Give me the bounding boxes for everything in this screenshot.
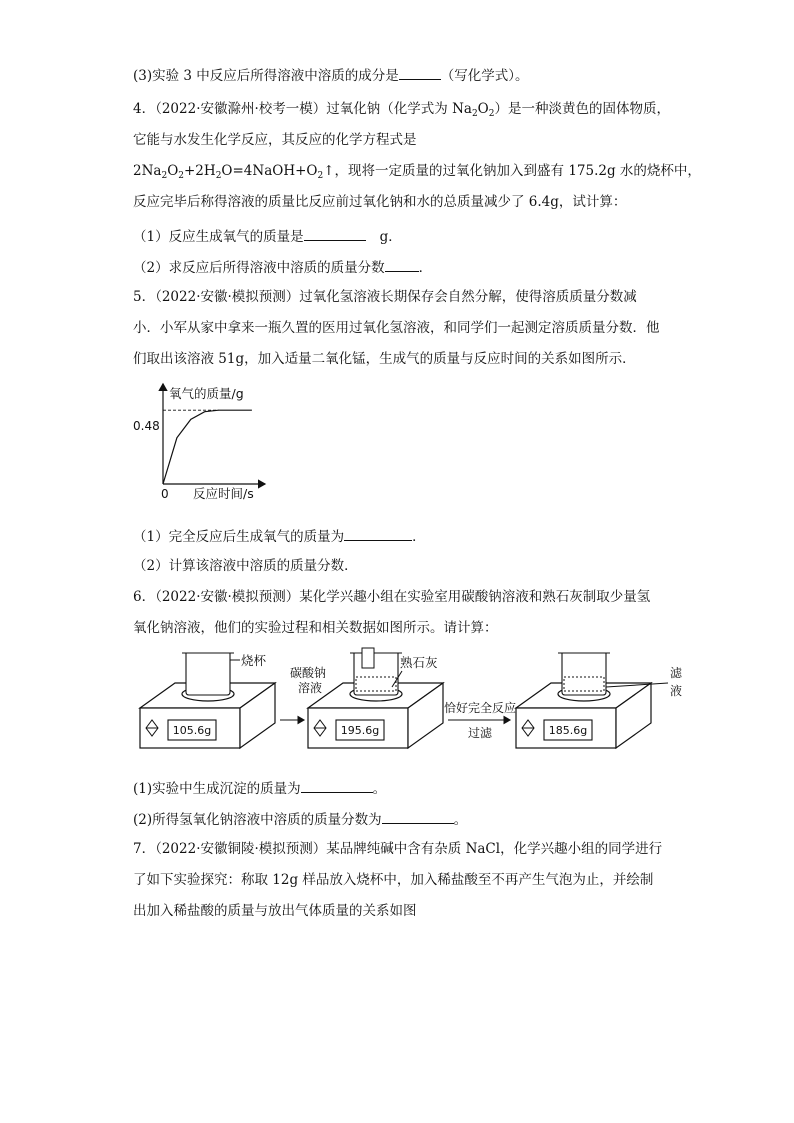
q7-line-2: 了如下实验探究：称取 12g 样品放入烧杯中，加入稀盐酸至不再产生气泡为止，并绘制 — [133, 872, 654, 888]
q4-equation-line: $2Na_2O_2+2H_2O=4NaOH+O_2↑$，现将一定质量的过氧化钠加入到盛有 175.2g 水的烧杯中， — [133, 163, 701, 181]
lime-label: 熟石灰 — [400, 655, 438, 670]
balance-reading-2: 195.6g — [340, 724, 380, 737]
balance-1 — [140, 653, 275, 748]
q4-line-1: 4．（2022·安徽滁州·校考一模）过氧化钠（化学式为 $Na_2O_2$）是一种淡黄色的固体物质， — [133, 101, 670, 119]
q4-line-2: 它能与水发生化学反应，其反应的化学方程式是 — [133, 132, 417, 148]
q5-sub-2: （2）计算该溶液中溶质的质量分数． — [133, 558, 358, 574]
balance-reading-3: 185.6g — [548, 724, 588, 737]
q4-sub-1: （1）反应生成氧气的质量是 g． — [133, 226, 402, 246]
q5-line-1: 5．（2022·安徽·模拟预测）过氧化氢溶液长期保存会自然分解，使得溶质质量分数减 — [133, 289, 637, 305]
balance-2 — [290, 648, 443, 748]
oxygen-curve — [163, 410, 252, 484]
answer-blank[interactable] — [399, 65, 441, 80]
arrow-label-1: 恰好完全反应 — [443, 701, 517, 715]
answer-blank[interactable] — [304, 226, 366, 241]
filtrate-label-1: 滤 — [670, 666, 683, 680]
q4-sub-2: （2）求反应后所得溶液中溶质的质量分数 ． — [133, 257, 432, 277]
q7-line-3: 出加入稀盐酸的质量与放出气体质量的关系如图 — [133, 903, 417, 919]
na2co3-label-1: 碳酸钠 — [290, 666, 327, 680]
q6-sub-2: (2)所得氢氧化钠溶液中溶质的质量分数为 。 — [133, 809, 467, 829]
answer-blank[interactable] — [344, 526, 412, 541]
y-tick-label: 0.48 — [133, 419, 160, 433]
beaker-label: 烧杯 — [241, 653, 267, 668]
q4-line-4: 反应完毕后称得溶液的质量比反应前过氧化钠和水的总质量减少了 6.4g，试计算： — [133, 194, 627, 210]
x-axis-label: 反应时间/s — [193, 486, 254, 501]
na2co3-label-2: 溶液 — [298, 681, 323, 695]
arrow-label-2: 过滤 — [467, 726, 493, 740]
oxygen-mass-chart — [125, 378, 285, 503]
q6-sub-1: (1)实验中生成沉淀的质量为 。 — [133, 778, 386, 798]
y-axis-label: 氧气的质量/g — [169, 386, 244, 401]
answer-blank[interactable] — [385, 257, 419, 272]
balance-3 — [516, 653, 683, 748]
experiment-diagram — [130, 645, 690, 760]
filtrate-label-2: 液 — [670, 684, 683, 698]
q6-line-2: 氧化钠溶液，他们的实验过程和相关数据如图所示。请计算： — [133, 620, 498, 636]
origin-label: 0 — [161, 487, 169, 501]
q7-line-1: 7．（2022·安徽铜陵·模拟预测）某品牌纯碱中含有杂质 NaCl，化学兴趣小组的同学进行 — [133, 841, 663, 857]
q3-answer-line: (3)实验 3 中反应后所得溶液中溶质的成分是 （写化学式）。 — [133, 65, 529, 85]
balance-reading-1: 105.6g — [172, 724, 212, 737]
q5-line-3: 们取出该溶液 51g，加入适量二氧化锰，生成气的质量与反应时间的关系如图所示． — [133, 351, 636, 367]
answer-blank[interactable] — [301, 778, 373, 793]
answer-blank[interactable] — [382, 809, 454, 824]
q5-sub-1: （1）完全反应后生成氧气的质量为 ． — [133, 526, 426, 546]
q5-line-2: 小．小军从家中拿来一瓶久置的医用过氧化氢溶液，和同学们一起测定溶质质量分数．他 — [133, 320, 660, 336]
q6-line-1: 6．（2022·安徽·模拟预测）某化学兴趣小组在实验室用碳酸钠溶液和熟石灰制取少量氢 — [133, 589, 651, 605]
